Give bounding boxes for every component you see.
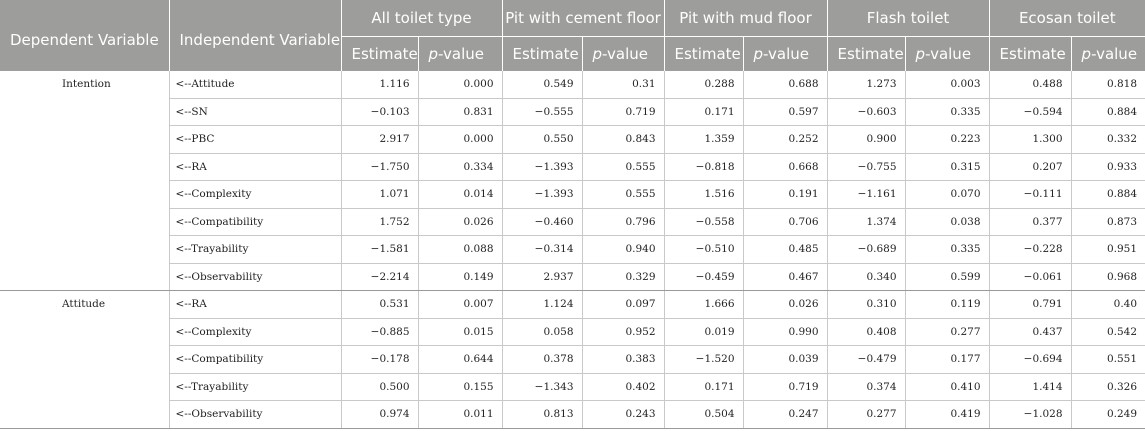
header-group-ecosan-toilet: Ecosan toilet [989, 0, 1145, 37]
estimate-cell: 0.791 [989, 291, 1071, 319]
header-independent-variable: Independent Variable [169, 0, 341, 71]
independent-variable-cell: <--Compatibility [169, 346, 341, 374]
table-row [0, 181, 1145, 209]
header-estimate: Estimate [341, 37, 418, 72]
table-row [0, 236, 1145, 264]
p-value-cell: 0.719 [743, 373, 827, 401]
estimate-cell: −0.558 [664, 208, 743, 236]
p-value-cell: 0.383 [582, 346, 664, 374]
estimate-cell: −1.581 [341, 236, 418, 264]
table-row [0, 98, 1145, 126]
estimate-cell: 0.437 [989, 318, 1071, 346]
p-value-cell: 0.843 [582, 126, 664, 154]
estimate-cell: −1.520 [664, 346, 743, 374]
estimate-cell: 1.071 [341, 181, 418, 209]
p-value-cell: 0.688 [743, 71, 827, 98]
independent-variable-cell: <--Compatibility [169, 208, 341, 236]
p-value-cell: 0.719 [582, 98, 664, 126]
header-p-suffix: -value [438, 45, 485, 63]
estimate-cell: 1.300 [989, 126, 1071, 154]
p-value-cell: 0.402 [582, 373, 664, 401]
p-value-cell: 0.951 [1071, 236, 1145, 264]
p-value-cell: 0.933 [1071, 153, 1145, 181]
header-dependent-variable: Dependent Variable [0, 0, 169, 71]
header-group-all-toilet-type: All toilet type [341, 0, 502, 37]
header-p-italic: p [1081, 45, 1092, 63]
p-value-cell: 0.555 [582, 181, 664, 209]
p-value-cell: 0.191 [743, 181, 827, 209]
estimate-cell: 1.752 [341, 208, 418, 236]
header-p-value [905, 37, 989, 72]
header-p-italic: p [428, 45, 439, 63]
p-value-cell: 0.119 [905, 291, 989, 319]
p-value-cell: 0.335 [905, 98, 989, 126]
p-value-cell: 0.542 [1071, 318, 1145, 346]
table-row [0, 346, 1145, 374]
p-value-cell: 0.952 [582, 318, 664, 346]
estimate-cell: 0.408 [827, 318, 905, 346]
estimate-cell: −0.103 [341, 98, 418, 126]
independent-variable-cell: <--Observability [169, 401, 341, 429]
p-value-cell: 0.818 [1071, 71, 1145, 98]
estimate-cell: 0.549 [502, 71, 582, 98]
estimate-cell: −1.393 [502, 153, 582, 181]
estimate-cell: −0.061 [989, 263, 1071, 291]
header-p-suffix: -value [602, 45, 649, 63]
estimate-cell: −0.694 [989, 346, 1071, 374]
estimate-cell: −0.111 [989, 181, 1071, 209]
estimate-cell: 0.171 [664, 98, 743, 126]
p-value-cell: 0.097 [582, 291, 664, 319]
header-p-value [582, 37, 664, 72]
estimate-cell: 0.207 [989, 153, 1071, 181]
estimate-cell: −1.161 [827, 181, 905, 209]
table-row [0, 126, 1145, 154]
p-value-cell: 0.796 [582, 208, 664, 236]
estimate-cell: −1.028 [989, 401, 1071, 429]
p-value-cell: 0.249 [1071, 401, 1145, 429]
header-p-value [418, 37, 502, 72]
estimate-cell: 1.516 [664, 181, 743, 209]
p-value-cell: 0.873 [1071, 208, 1145, 236]
estimate-cell: −1.393 [502, 181, 582, 209]
estimate-cell: 0.310 [827, 291, 905, 319]
p-value-cell: 0.599 [905, 263, 989, 291]
estimate-cell: 2.917 [341, 126, 418, 154]
p-value-cell: 0.243 [582, 401, 664, 429]
p-value-cell: 0.000 [418, 126, 502, 154]
header-p-value [743, 37, 827, 72]
p-value-cell: 0.644 [418, 346, 502, 374]
p-value-cell: 0.277 [905, 318, 989, 346]
p-value-cell: 0.326 [1071, 373, 1145, 401]
header-p-suffix: -value [925, 45, 972, 63]
table-row [0, 373, 1145, 401]
table-row [0, 318, 1145, 346]
estimate-cell: 1.273 [827, 71, 905, 98]
independent-variable-cell: <--Observability [169, 263, 341, 291]
estimate-cell: −0.885 [341, 318, 418, 346]
table-row [0, 153, 1145, 181]
estimate-cell: −0.818 [664, 153, 743, 181]
estimate-cell: 1.374 [827, 208, 905, 236]
p-value-cell: 0.011 [418, 401, 502, 429]
estimate-cell: −2.214 [341, 263, 418, 291]
dependent-variable-cell: Intention [0, 71, 169, 291]
estimate-cell: −0.178 [341, 346, 418, 374]
header-estimate: Estimate [827, 37, 905, 72]
estimate-cell: 0.277 [827, 401, 905, 429]
p-value-cell: 0.831 [418, 98, 502, 126]
p-value-cell: 0.177 [905, 346, 989, 374]
header-group-pit-mud-floor: Pit with mud floor [664, 0, 827, 37]
header-p-suffix: -value [1091, 45, 1138, 63]
header-group-flash-toilet: Flash toilet [827, 0, 989, 37]
estimate-cell: 0.974 [341, 401, 418, 429]
p-value-cell: 0.334 [418, 153, 502, 181]
p-value-cell: 0.088 [418, 236, 502, 264]
p-value-cell: 0.884 [1071, 181, 1145, 209]
estimate-cell: −0.594 [989, 98, 1071, 126]
p-value-cell: 0.884 [1071, 98, 1145, 126]
estimate-cell: 0.019 [664, 318, 743, 346]
p-value-cell: 0.007 [418, 291, 502, 319]
p-value-cell: 0.419 [905, 401, 989, 429]
p-value-cell: 0.940 [582, 236, 664, 264]
p-value-cell: 0.668 [743, 153, 827, 181]
estimate-cell: 0.058 [502, 318, 582, 346]
table-header [0, 0, 1145, 71]
p-value-cell: 0.332 [1071, 126, 1145, 154]
table-body [0, 71, 1145, 428]
p-value-cell: 0.014 [418, 181, 502, 209]
estimate-cell: 0.813 [502, 401, 582, 429]
independent-variable-cell: <--SN [169, 98, 341, 126]
p-value-cell: 0.039 [743, 346, 827, 374]
header-estimate: Estimate [664, 37, 743, 72]
estimate-cell: 0.550 [502, 126, 582, 154]
estimate-cell: 0.500 [341, 373, 418, 401]
table-row [0, 71, 1145, 98]
header-p-italic: p [915, 45, 926, 63]
estimate-cell: 0.171 [664, 373, 743, 401]
p-value-cell: 0.155 [418, 373, 502, 401]
p-value-cell: 0.555 [582, 153, 664, 181]
estimate-cell: 0.288 [664, 71, 743, 98]
independent-variable-cell: <--Trayability [169, 236, 341, 264]
estimate-cell: 1.124 [502, 291, 582, 319]
estimate-cell: −0.479 [827, 346, 905, 374]
table-row [0, 401, 1145, 429]
header-estimate: Estimate [502, 37, 582, 72]
p-value-cell: 0.223 [905, 126, 989, 154]
p-value-cell: 0.038 [905, 208, 989, 236]
independent-variable-cell: <--Trayability [169, 373, 341, 401]
estimate-cell: 0.340 [827, 263, 905, 291]
estimate-cell: −0.314 [502, 236, 582, 264]
p-value-cell: 0.329 [582, 263, 664, 291]
p-value-cell: 0.40 [1071, 291, 1145, 319]
p-value-cell: 0.410 [905, 373, 989, 401]
estimate-cell: 0.488 [989, 71, 1071, 98]
estimate-cell: 0.900 [827, 126, 905, 154]
header-p-italic: p [753, 45, 764, 63]
table-row [0, 208, 1145, 236]
header-p-italic: p [592, 45, 603, 63]
independent-variable-cell: <--PBC [169, 126, 341, 154]
p-value-cell: 0.485 [743, 236, 827, 264]
estimate-cell: 0.504 [664, 401, 743, 429]
estimate-cell: −0.460 [502, 208, 582, 236]
p-value-cell: 0.31 [582, 71, 664, 98]
estimate-cell: 1.666 [664, 291, 743, 319]
p-value-cell: 0.015 [418, 318, 502, 346]
estimate-cell: 0.377 [989, 208, 1071, 236]
estimate-cell: −1.750 [341, 153, 418, 181]
p-value-cell: 0.315 [905, 153, 989, 181]
header-group-pit-cement-floor: Pit with cement floor [502, 0, 664, 37]
estimate-cell: 0.531 [341, 291, 418, 319]
p-value-cell: 0.968 [1071, 263, 1145, 291]
estimate-cell: −0.228 [989, 236, 1071, 264]
p-value-cell: 0.335 [905, 236, 989, 264]
independent-variable-cell: <--RA [169, 153, 341, 181]
header-p-value [1071, 37, 1145, 72]
p-value-cell: 0.026 [418, 208, 502, 236]
p-value-cell: 0.003 [905, 71, 989, 98]
independent-variable-cell: <--Complexity [169, 318, 341, 346]
header-estimate: Estimate [989, 37, 1071, 72]
table-row [0, 291, 1145, 319]
table-row [0, 263, 1145, 291]
estimate-cell: −0.459 [664, 263, 743, 291]
estimate-cell: 1.116 [341, 71, 418, 98]
estimate-cell: −0.510 [664, 236, 743, 264]
header-p-suffix: -value [763, 45, 810, 63]
estimate-cell: −1.343 [502, 373, 582, 401]
p-value-cell: 0.252 [743, 126, 827, 154]
estimate-cell: 1.414 [989, 373, 1071, 401]
estimate-cell: −0.555 [502, 98, 582, 126]
p-value-cell: 0.706 [743, 208, 827, 236]
estimate-cell: 2.937 [502, 263, 582, 291]
p-value-cell: 0.247 [743, 401, 827, 429]
p-value-cell: 0.990 [743, 318, 827, 346]
dependent-variable-cell: Attitude [0, 291, 169, 429]
estimate-cell: 0.378 [502, 346, 582, 374]
p-value-cell: 0.149 [418, 263, 502, 291]
estimate-cell: 0.374 [827, 373, 905, 401]
independent-variable-cell: <--Complexity [169, 181, 341, 209]
p-value-cell: 0.000 [418, 71, 502, 98]
estimate-cell: 1.359 [664, 126, 743, 154]
p-value-cell: 0.026 [743, 291, 827, 319]
independent-variable-cell: <--Attitude [169, 71, 341, 98]
independent-variable-cell: <--RA [169, 291, 341, 319]
p-value-cell: 0.070 [905, 181, 989, 209]
p-value-cell: 0.467 [743, 263, 827, 291]
estimate-cell: −0.755 [827, 153, 905, 181]
estimate-cell: −0.689 [827, 236, 905, 264]
estimate-cell: −0.603 [827, 98, 905, 126]
p-value-cell: 0.551 [1071, 346, 1145, 374]
p-value-cell: 0.597 [743, 98, 827, 126]
